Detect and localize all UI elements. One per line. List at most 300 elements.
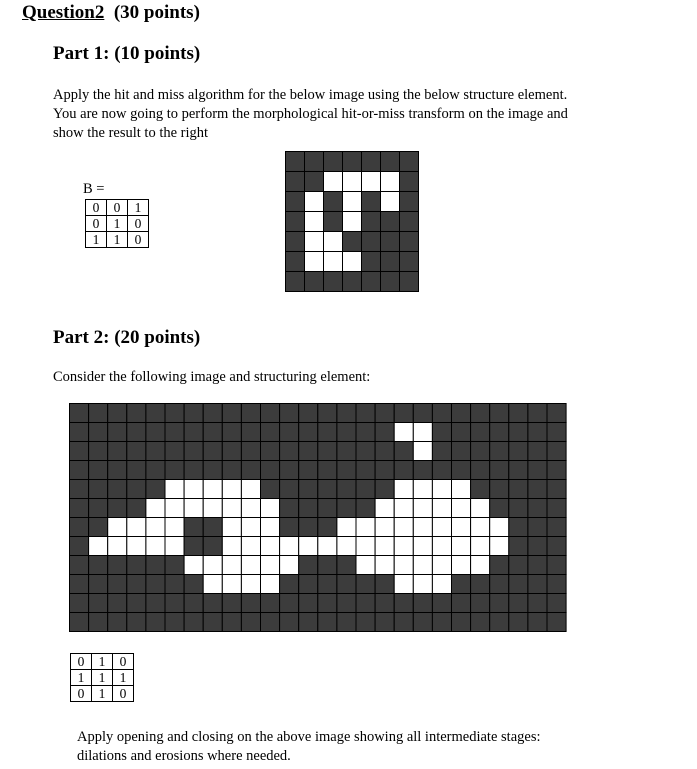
img2-pixel <box>127 480 146 499</box>
img2-pixel <box>490 480 509 499</box>
img1-pixel <box>286 192 305 212</box>
img2-pixel <box>299 423 318 442</box>
img1-pixel <box>381 212 400 232</box>
img1-pixel <box>343 172 362 192</box>
img2-pixel <box>146 594 165 613</box>
img2-pixel <box>108 518 127 537</box>
img2-pixel <box>280 518 299 537</box>
img2-pixel <box>471 537 490 556</box>
img2-pixel <box>222 423 241 442</box>
img2-pixel <box>432 442 451 461</box>
img1-pixel <box>343 232 362 252</box>
img1-pixel <box>324 232 343 252</box>
img2-pixel <box>337 556 356 575</box>
img2-pixel <box>70 575 89 594</box>
img2-pixel <box>318 423 337 442</box>
img1-pixel <box>362 252 381 272</box>
img2-pixel <box>280 404 299 423</box>
img2-pixel <box>165 556 184 575</box>
se1-cell: 0 <box>86 216 107 232</box>
img2-pixel <box>490 537 509 556</box>
img2-pixel <box>375 404 394 423</box>
img1-pixel <box>381 252 400 272</box>
img2-pixel <box>203 480 222 499</box>
img2-pixel <box>547 575 566 594</box>
img2-pixel <box>146 499 165 518</box>
img2-pixel <box>318 461 337 480</box>
img2-pixel <box>299 575 318 594</box>
img2-pixel <box>203 442 222 461</box>
img2-pixel <box>280 480 299 499</box>
img1-pixel <box>400 252 419 272</box>
img2-pixel <box>261 594 280 613</box>
img2-pixel <box>70 594 89 613</box>
img1-pixel <box>343 152 362 172</box>
img2-pixel <box>108 594 127 613</box>
img2-pixel <box>490 461 509 480</box>
img2-pixel <box>146 575 165 594</box>
se1-row <box>86 200 149 216</box>
img2-pixel <box>337 423 356 442</box>
img2-pixel <box>432 518 451 537</box>
img2-pixel <box>471 556 490 575</box>
img2-pixel <box>261 556 280 575</box>
img2-pixel <box>547 461 566 480</box>
img2-pixel <box>146 442 165 461</box>
img2-pixel <box>337 537 356 556</box>
img2-pixel <box>356 537 375 556</box>
img2-pixel <box>241 575 260 594</box>
img2-pixel <box>375 575 394 594</box>
img2-pixel <box>318 537 337 556</box>
img2-pixel <box>528 575 547 594</box>
img2-pixel <box>127 461 146 480</box>
img2-pixel <box>241 613 260 632</box>
img2-pixel <box>203 613 222 632</box>
img2-pixel <box>413 442 432 461</box>
img2-pixel <box>241 537 260 556</box>
img2-pixel <box>509 499 528 518</box>
img2-pixel <box>165 575 184 594</box>
img2-pixel <box>394 499 413 518</box>
img2-pixel <box>356 442 375 461</box>
img2-pixel <box>203 499 222 518</box>
se2-cell: 1 <box>92 654 113 670</box>
img2-pixel <box>165 442 184 461</box>
img2-pixel <box>394 480 413 499</box>
img2-pixel <box>509 556 528 575</box>
img1-pixel <box>343 252 362 272</box>
part1-line-3: show the result to the right <box>53 125 209 141</box>
img2-pixel <box>203 575 222 594</box>
img2-pixel <box>299 518 318 537</box>
img1-pixel <box>381 172 400 192</box>
img2-pixel <box>413 423 432 442</box>
img2-pixel <box>528 537 547 556</box>
img1-pixel <box>286 172 305 192</box>
img2-pixel <box>89 404 108 423</box>
img2-pixel <box>528 594 547 613</box>
part2-title: Part 2: (20 points) <box>53 327 201 348</box>
img2-pixel <box>70 499 89 518</box>
img2-pixel <box>318 613 337 632</box>
img2-pixel <box>89 461 108 480</box>
img2-pixel <box>222 461 241 480</box>
img2-pixel <box>471 575 490 594</box>
img2-pixel <box>127 575 146 594</box>
img2-pixel <box>547 594 566 613</box>
img2-pixel <box>356 423 375 442</box>
img2-pixel <box>108 537 127 556</box>
img2-pixel <box>165 613 184 632</box>
img2-pixel <box>184 537 203 556</box>
img2-pixel <box>280 613 299 632</box>
img1-pixel <box>362 212 381 232</box>
img1-pixel <box>362 272 381 292</box>
img2-pixel <box>452 480 471 499</box>
img2-pixel <box>108 575 127 594</box>
img1-pixel <box>362 192 381 212</box>
se2-cell: 1 <box>71 670 92 686</box>
img2-pixel <box>547 442 566 461</box>
se2-cell: 0 <box>71 654 92 670</box>
img2-pixel <box>89 518 108 537</box>
img2-pixel <box>222 594 241 613</box>
img2-pixel <box>184 480 203 499</box>
se2-row <box>71 654 134 670</box>
img2-pixel <box>127 556 146 575</box>
img2-pixel <box>184 404 203 423</box>
img2-pixel <box>108 461 127 480</box>
img2-pixel <box>452 594 471 613</box>
img2-pixel <box>490 518 509 537</box>
img2-pixel <box>547 556 566 575</box>
img2-pixel <box>432 461 451 480</box>
img2-pixel <box>547 613 566 632</box>
img2-pixel <box>547 423 566 442</box>
img2-pixel <box>432 575 451 594</box>
img2-pixel <box>222 537 241 556</box>
img2-pixel <box>547 404 566 423</box>
se1-row <box>86 232 149 248</box>
img2-pixel <box>452 556 471 575</box>
img2-pixel <box>280 594 299 613</box>
img2-pixel <box>222 575 241 594</box>
img2-pixel <box>547 480 566 499</box>
part1-binary-image <box>285 151 419 292</box>
img2-pixel <box>108 423 127 442</box>
img2-pixel <box>318 499 337 518</box>
img2-pixel <box>394 613 413 632</box>
img2-pixel <box>127 594 146 613</box>
img2-pixel <box>375 480 394 499</box>
img2-pixel <box>337 499 356 518</box>
img2-pixel <box>490 575 509 594</box>
img2-pixel <box>70 556 89 575</box>
img2-pixel <box>356 480 375 499</box>
img2-pixel <box>299 404 318 423</box>
img1-pixel <box>324 172 343 192</box>
se1-cell: 0 <box>86 200 107 216</box>
img2-pixel <box>241 423 260 442</box>
img2-pixel <box>184 461 203 480</box>
img2-pixel <box>203 423 222 442</box>
img1-pixel <box>305 172 324 192</box>
img2-pixel <box>261 461 280 480</box>
img2-pixel <box>375 594 394 613</box>
img1-pixel <box>381 272 400 292</box>
img2-pixel <box>146 461 165 480</box>
img2-pixel <box>528 480 547 499</box>
question-points: (30 points) <box>113 2 200 23</box>
img1-pixel <box>286 252 305 272</box>
img2-pixel <box>299 556 318 575</box>
img2-pixel <box>184 594 203 613</box>
img2-pixel <box>375 518 394 537</box>
img2-pixel <box>222 613 241 632</box>
img2-pixel <box>165 499 184 518</box>
img1-pixel <box>381 192 400 212</box>
img2-pixel <box>241 442 260 461</box>
img2-pixel <box>394 575 413 594</box>
img2-pixel <box>509 537 528 556</box>
img1-pixel <box>343 192 362 212</box>
img2-pixel <box>318 556 337 575</box>
img2-pixel <box>375 442 394 461</box>
img2-pixel <box>299 480 318 499</box>
img2-pixel <box>413 499 432 518</box>
img2-pixel <box>432 404 451 423</box>
part1-line-1: Apply the hit and miss algorithm for the below image using the below structure element. <box>53 87 568 103</box>
se1-cell: 1 <box>128 200 149 216</box>
img2-pixel <box>337 442 356 461</box>
img2-pixel <box>413 594 432 613</box>
img2-pixel <box>127 537 146 556</box>
img2-pixel <box>318 594 337 613</box>
img1-pixel <box>343 272 362 292</box>
img1-pixel <box>381 152 400 172</box>
img2-pixel <box>318 518 337 537</box>
img2-pixel <box>146 556 165 575</box>
img2-pixel <box>146 537 165 556</box>
part1-line-2: You are now going to perform the morphological hit-or-miss transform on the image and <box>53 106 568 122</box>
img2-pixel <box>203 556 222 575</box>
img2-pixel <box>146 404 165 423</box>
part1-description <box>53 86 673 143</box>
img2-pixel <box>261 499 280 518</box>
se2-row <box>71 670 134 686</box>
img2-pixel <box>261 442 280 461</box>
img2-pixel <box>452 575 471 594</box>
img2-pixel <box>184 423 203 442</box>
img2-pixel <box>280 556 299 575</box>
img2-pixel <box>471 518 490 537</box>
img2-pixel <box>184 518 203 537</box>
img2-pixel <box>528 613 547 632</box>
img2-pixel <box>337 461 356 480</box>
part2-binary-image <box>69 403 569 632</box>
se1-cell: 1 <box>107 216 128 232</box>
img2-pixel <box>89 594 108 613</box>
img2-pixel <box>70 404 89 423</box>
se1-cell: 0 <box>128 216 149 232</box>
img2-pixel <box>356 404 375 423</box>
img2-pixel <box>127 518 146 537</box>
img1-pixel <box>400 152 419 172</box>
img2-pixel <box>203 404 222 423</box>
img2-pixel <box>184 556 203 575</box>
img2-pixel <box>356 556 375 575</box>
img2-pixel <box>89 423 108 442</box>
part2-instruction-line-2: dilations and erosions where needed. <box>77 748 291 764</box>
img2-pixel <box>490 556 509 575</box>
se2-cell: 1 <box>92 670 113 686</box>
img2-pixel <box>318 575 337 594</box>
img2-pixel <box>127 404 146 423</box>
img2-pixel <box>452 404 471 423</box>
img1-pixel <box>305 192 324 212</box>
img2-pixel <box>528 461 547 480</box>
img2-pixel <box>394 537 413 556</box>
img2-pixel <box>509 461 528 480</box>
part1-se-label: B = <box>83 181 105 197</box>
img2-pixel <box>241 518 260 537</box>
img2-pixel <box>413 404 432 423</box>
img2-pixel <box>299 461 318 480</box>
se2-cell: 0 <box>113 686 134 702</box>
img2-pixel <box>356 594 375 613</box>
img2-pixel <box>471 480 490 499</box>
img2-pixel <box>432 423 451 442</box>
img2-pixel <box>184 499 203 518</box>
img2-pixel <box>165 480 184 499</box>
img2-pixel <box>528 423 547 442</box>
img2-pixel <box>509 480 528 499</box>
img2-pixel <box>413 461 432 480</box>
img2-pixel <box>241 499 260 518</box>
img2-pixel <box>452 461 471 480</box>
img2-pixel <box>222 442 241 461</box>
img2-pixel <box>146 613 165 632</box>
img2-pixel <box>261 404 280 423</box>
img2-pixel <box>299 499 318 518</box>
img2-pixel <box>509 575 528 594</box>
img2-pixel <box>490 442 509 461</box>
img2-pixel <box>261 480 280 499</box>
img2-pixel <box>432 556 451 575</box>
img2-pixel <box>413 537 432 556</box>
img2-pixel <box>261 575 280 594</box>
img2-pixel <box>471 613 490 632</box>
img2-pixel <box>165 537 184 556</box>
img2-pixel <box>471 499 490 518</box>
img2-pixel <box>394 404 413 423</box>
img2-pixel <box>452 499 471 518</box>
se1-cell: 1 <box>86 232 107 248</box>
img1-pixel <box>305 232 324 252</box>
img2-pixel <box>299 594 318 613</box>
img2-pixel <box>509 518 528 537</box>
img2-pixel <box>413 480 432 499</box>
img2-pixel <box>299 537 318 556</box>
img2-pixel <box>203 594 222 613</box>
img2-pixel <box>509 423 528 442</box>
img2-pixel <box>394 423 413 442</box>
img2-pixel <box>146 480 165 499</box>
img1-pixel <box>362 232 381 252</box>
img2-pixel <box>509 613 528 632</box>
se2-row <box>71 686 134 702</box>
img2-pixel <box>356 499 375 518</box>
img2-pixel <box>490 423 509 442</box>
img2-pixel <box>261 537 280 556</box>
img2-pixel <box>70 461 89 480</box>
img1-pixel <box>343 212 362 232</box>
img2-pixel <box>337 518 356 537</box>
img2-pixel <box>432 594 451 613</box>
img2-pixel <box>127 442 146 461</box>
img2-pixel <box>394 442 413 461</box>
img2-pixel <box>280 499 299 518</box>
img2-pixel <box>318 404 337 423</box>
img2-pixel <box>165 404 184 423</box>
img1-pixel <box>324 252 343 272</box>
part1-structuring-element <box>85 199 149 248</box>
img2-pixel <box>394 518 413 537</box>
img2-pixel <box>165 594 184 613</box>
img2-pixel <box>222 499 241 518</box>
part2-intro: Consider the following image and structuring element: <box>53 369 371 385</box>
img1-pixel <box>305 212 324 232</box>
img2-pixel <box>261 613 280 632</box>
img1-pixel <box>286 152 305 172</box>
img1-pixel <box>324 152 343 172</box>
img1-pixel <box>362 172 381 192</box>
img2-pixel <box>127 613 146 632</box>
img2-pixel <box>375 461 394 480</box>
img2-pixel <box>222 404 241 423</box>
img2-pixel <box>299 613 318 632</box>
img2-pixel <box>471 423 490 442</box>
img2-pixel <box>280 442 299 461</box>
img2-pixel <box>70 423 89 442</box>
img2-pixel <box>184 613 203 632</box>
img2-pixel <box>108 613 127 632</box>
img2-pixel <box>471 442 490 461</box>
img2-pixel <box>528 556 547 575</box>
img2-pixel <box>184 575 203 594</box>
img2-pixel <box>509 404 528 423</box>
img2-pixel <box>337 613 356 632</box>
img1-pixel <box>400 272 419 292</box>
img2-pixel <box>413 613 432 632</box>
img1-pixel <box>324 212 343 232</box>
img2-pixel <box>89 442 108 461</box>
img1-pixel <box>362 152 381 172</box>
img2-pixel <box>394 594 413 613</box>
img2-pixel <box>432 499 451 518</box>
img2-pixel <box>356 613 375 632</box>
img2-pixel <box>528 404 547 423</box>
img2-pixel <box>547 518 566 537</box>
img2-pixel <box>280 537 299 556</box>
img2-pixel <box>89 613 108 632</box>
img2-pixel <box>375 537 394 556</box>
img2-pixel <box>203 461 222 480</box>
img2-pixel <box>337 404 356 423</box>
img2-pixel <box>452 442 471 461</box>
img2-pixel <box>280 423 299 442</box>
